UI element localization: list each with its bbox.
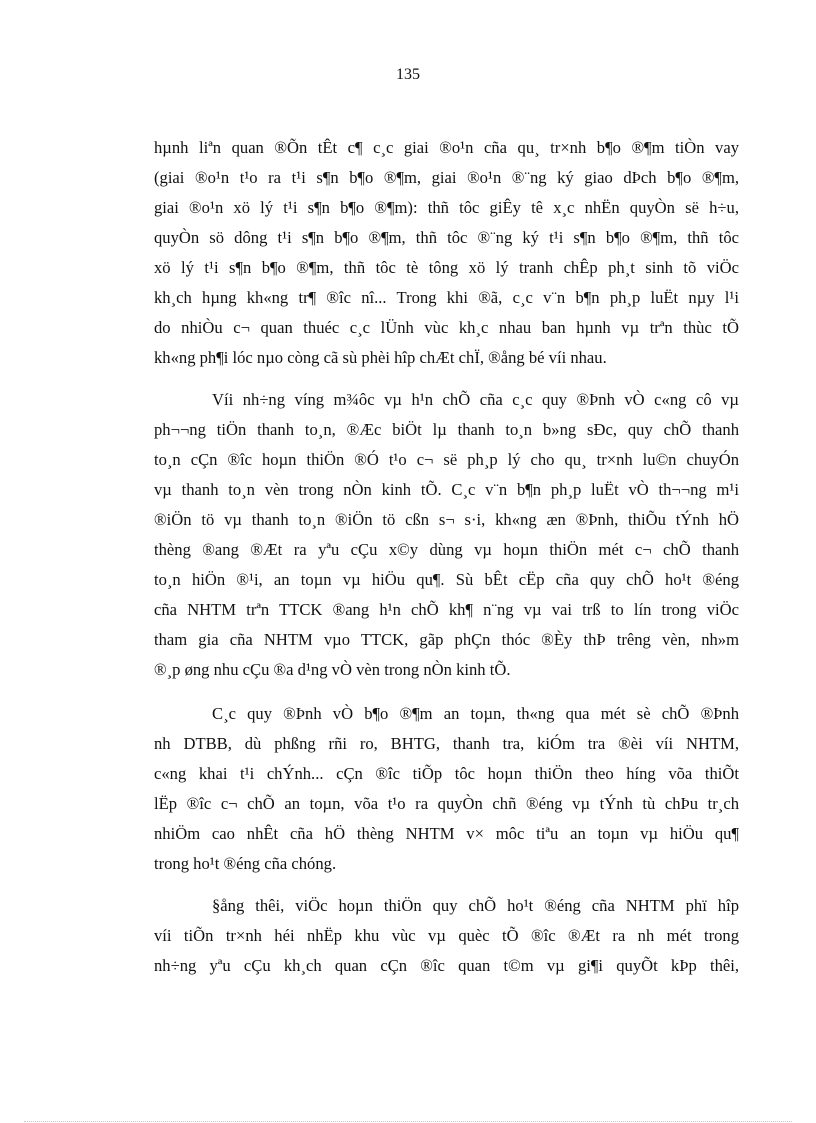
text-line: vµ thanh to¸n vèn trong nÒn kinh tÕ. C¸c v¨n b¶n ph¸p luËt vÒ th¬¬ng m¹i <box>154 480 739 499</box>
text-line: tham gia cña NHTM vµo TTCK, gãp phÇn thóc ®Èy thÞ trêng vèn, nh»m <box>154 630 739 649</box>
page-number: 135 <box>396 66 420 83</box>
text-line: hµnh liªn quan ®Õn tÊt c¶ c¸c giai ®o¹n cña qu¸ tr×nh b¶o ®¶m tiÒn vay <box>154 138 739 157</box>
text-line: c«ng khai t¹i chÝnh... cÇn ®îc tiÕp tôc hoµn thiÖn theo híng võa thiÕt <box>154 764 739 783</box>
text-line: quyÒn sö dông t¹i s¶n b¶o ®¶m, thñ tôc ®¨ng ký t¹i s¶n b¶o ®¶m, thñ tôc <box>154 228 739 247</box>
text-line: nhiÖm cao nhÊt cña hÖ thèng NHTM v× môc tiªu an toµn vµ hiÖu qu¶ <box>154 824 739 843</box>
text-line: lËp ®îc c¬ chÕ an toµn, võa t¹o ra quyÒn chñ ®éng vµ tÝnh tù chÞu tr¸ch <box>154 794 739 813</box>
body-text <box>154 133 739 981</box>
text-line: to¸n cÇn ®îc hoµn thiÖn ®Ó t¹o c¬ së ph¸p lý cho qu¸ tr×nh lu©n chuyÓn <box>154 450 739 469</box>
text-line: kh«ng ph¶i lóc nµo còng cã sù phèi hîp chÆt chÏ, ®ång bé víi nhau. <box>154 348 607 367</box>
text-line: cña NHTM trªn TTCK ®ang h¹n chÕ kh¶ n¨ng vµ vai trß to lín trong viÖc <box>154 600 739 619</box>
text-line: ®¸p øng nhu cÇu ®a d¹ng vÒ vèn trong nÒn kinh tÕ. <box>154 660 511 679</box>
text-line: Víi nh÷ng víng m¾ôc vµ h¹n chÕ cña c¸c quy ®Þnh vÒ c«ng cô vµ <box>212 390 739 409</box>
text-line: nh DTBB, dù phßng rñi ro, BHTG, thanh tra, kiÓm tra ®èi víi NHTM, <box>154 734 739 753</box>
text-line: §ång thêi, viÖc hoµn thiÖn quy chÕ ho¹t ®éng cña NHTM phï hîp <box>212 896 739 915</box>
text-line: nh÷ng yªu cÇu kh¸ch quan cÇn ®îc quan t©m vµ gi¶i quyÕt kÞp thêi, <box>154 956 739 975</box>
text-line: kh¸ch hµng kh«ng tr¶ ®îc nî... Trong khi ®ã, c¸c v¨n b¶n ph¸p luËt nµy l¹i <box>154 288 739 307</box>
text-line: xö lý t¹i s¶n b¶o ®¶m, thñ tôc tè tông xö lý tranh chÊp ph¸t sinh tõ viÖc <box>154 258 739 277</box>
paragraph-1 <box>154 133 739 373</box>
text-line: víi tiÕn tr×nh héi nhËp khu vùc vµ quèc tÕ ®îc ®Æt ra nh mét trong <box>154 926 739 945</box>
paragraph-4 <box>154 891 739 981</box>
text-line: ph¬¬ng tiÖn thanh to¸n, ®Æc biÖt lµ thanh to¸n b»ng sÐc, quy chÕ thanh <box>154 420 739 439</box>
text-line: trong ho¹t ®éng cña chóng. <box>154 854 337 873</box>
paragraph-3 <box>154 699 739 879</box>
text-line: to¸n hiÖn ®¹i, an toµn vµ hiÖu qu¶. Sù bÊt cËp cña quy chÕ ho¹t ®éng <box>154 570 739 589</box>
paragraph-2 <box>154 385 739 685</box>
text-line: do nhiÒu c¬ quan thuéc c¸c lÜnh vùc kh¸c nhau ban hµnh vµ trªn thùc tÕ <box>154 318 739 337</box>
text-line: ®iÖn tö vµ thanh to¸n ®iÖn tö cßn s¬ s·i, kh«ng æn ®Þnh, thiÕu tÝnh hÖ <box>154 510 739 529</box>
text-line: thèng ®ang ®Æt ra yªu cÇu x©y dùng vµ hoµn thiÖn mét c¬ chÕ thanh <box>154 540 739 559</box>
page-bottom-divider <box>24 1121 792 1122</box>
text-line: C¸c quy ®Þnh vÒ b¶o ®¶m an toµn, th«ng qua mét sè chÕ ®Þnh <box>212 704 739 723</box>
text-line: giai ®o¹n xö lý t¹i s¶n b¶o ®¶m): thñ tôc giÊy tê x¸c nhËn quyÒn së h÷u, <box>154 198 739 217</box>
text-line: (giai ®o¹n t¹o ra t¹i s¶n b¶o ®¶m, giai ®o¹n ®¨ng ký giao dÞch b¶o ®¶m, <box>154 168 739 187</box>
